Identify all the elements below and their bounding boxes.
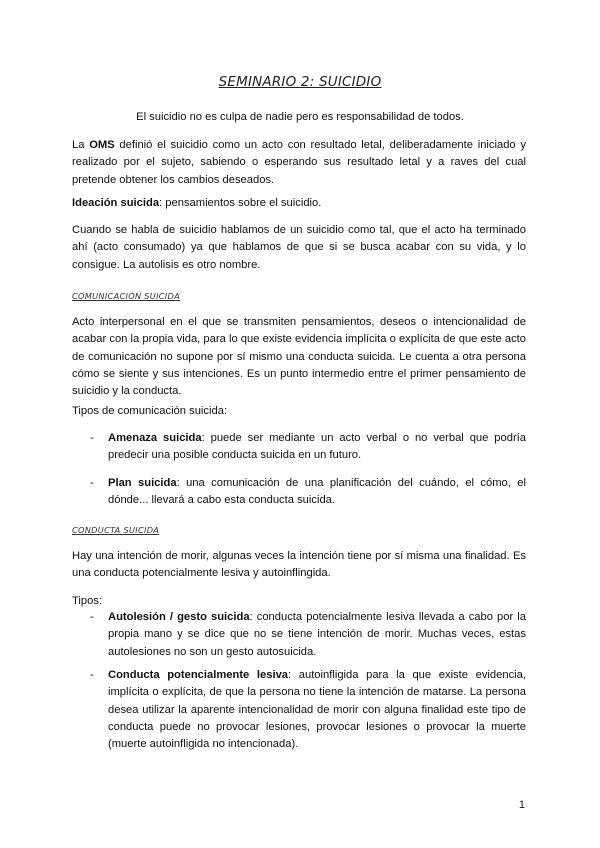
page-number: 1 <box>518 799 525 811</box>
oms-text: definió el suicidio como un acto con resultado letal, deliberadamente iniciado y realizado por el sujeto, sabiendo o esperando sus resultado letal y a raves del cual pretende obtener los cambios deseados. <box>72 139 526 186</box>
section-heading-conducta: CONDUCTA SUICIDA <box>72 525 160 535</box>
section-heading-comunicacion: COMUNICACIÓN SUICIDA <box>72 291 181 301</box>
ideacion-paragraph <box>72 195 526 212</box>
list-item-bold: Conducta potencialmente lesiva <box>108 669 289 681</box>
intro-line: El suicidio no es culpa de nadie pero es responsabilidad de todos. <box>136 111 464 123</box>
list-item-body: : puede ser mediante un acto verbal o no verbal que podría predecir una posible conducta suicida en un futuro. <box>108 432 527 462</box>
conducta-paragraph: Hay una intención de morir, algunas veces la intención tiene por sí misma una finalidad. Es una conducta potencialmente lesiva y autoinflingida. <box>72 550 526 580</box>
list-item-text <box>108 609 526 661</box>
list-item-bold: Plan suicida <box>108 477 177 489</box>
list-item-body: : autoinfligida para la que existe evidencia, implícita o explícita, de que la persona no tiene la intención de matarse. La persona desea utilizar la aparente intencionalidad de morir con alguna finalidad este tipo de conducta puede no provocar lesiones, provocar lesiones o provocar la muerte (muerte autoinfligida no intencionada). <box>108 669 526 751</box>
conducta-types-label: Tipos: <box>72 595 103 607</box>
ideacion-text: : pensamientos sobre el suicidio. <box>159 197 322 209</box>
oms-bold: OMS <box>89 139 115 151</box>
list-item-bold: Amenaza suicida <box>108 432 202 444</box>
oms-prefix: La <box>72 139 90 151</box>
oms-paragraph <box>72 137 526 189</box>
bullet-dash: - <box>90 432 94 444</box>
comunicacion-types-label: Tipos de comunicación suicida: <box>72 405 228 417</box>
ideacion-bold: Ideación suicida <box>72 197 160 209</box>
bullet-dash: - <box>90 477 94 489</box>
list-item-body: : una comunicación de una planificación del cuándo, el cómo, el dónde... llevará a cabo esta conducta suicida. <box>108 477 526 507</box>
list-item-bold: Autolesión / gesto suicida <box>108 611 250 623</box>
comunicacion-paragraph: Acto interpersonal en el que se transmiten pensamientos, deseos o intencionalidad de acabar con la propia vida, para lo que existe evidencia implícita o explícita de que este acto de comunicación no supone por sí mismo una conducta suicida. Le cuenta a otra persona cómo se siente y sus intenciones. Es un punto intermedio entre el primer pensamiento de suicidio y la conducta. <box>72 316 526 398</box>
list-item-body: : conducta potencialmente lesiva llevada a cabo por la propia mano y se dice que no se tiene intención de morir. Muchas veces, estas autolesiones no son un gesto autosuicida. <box>108 611 527 658</box>
consumado-paragraph: Cuando se habla de suicidio hablamos de un suicidio como tal, que el acto ha terminado ahí (acto consumado) ya que hablamos de que si se busca acabar con su vida, y lo consigue. La autolisis es otro nombre. <box>72 224 526 271</box>
page-title: SEMINARIO 2: SUICIDIO <box>218 74 382 90</box>
bullet-dash: - <box>90 611 94 623</box>
list-item-text <box>108 430 526 465</box>
list-item-text <box>108 667 526 753</box>
bullet-dash: - <box>90 669 94 681</box>
list-item-text <box>108 475 526 510</box>
